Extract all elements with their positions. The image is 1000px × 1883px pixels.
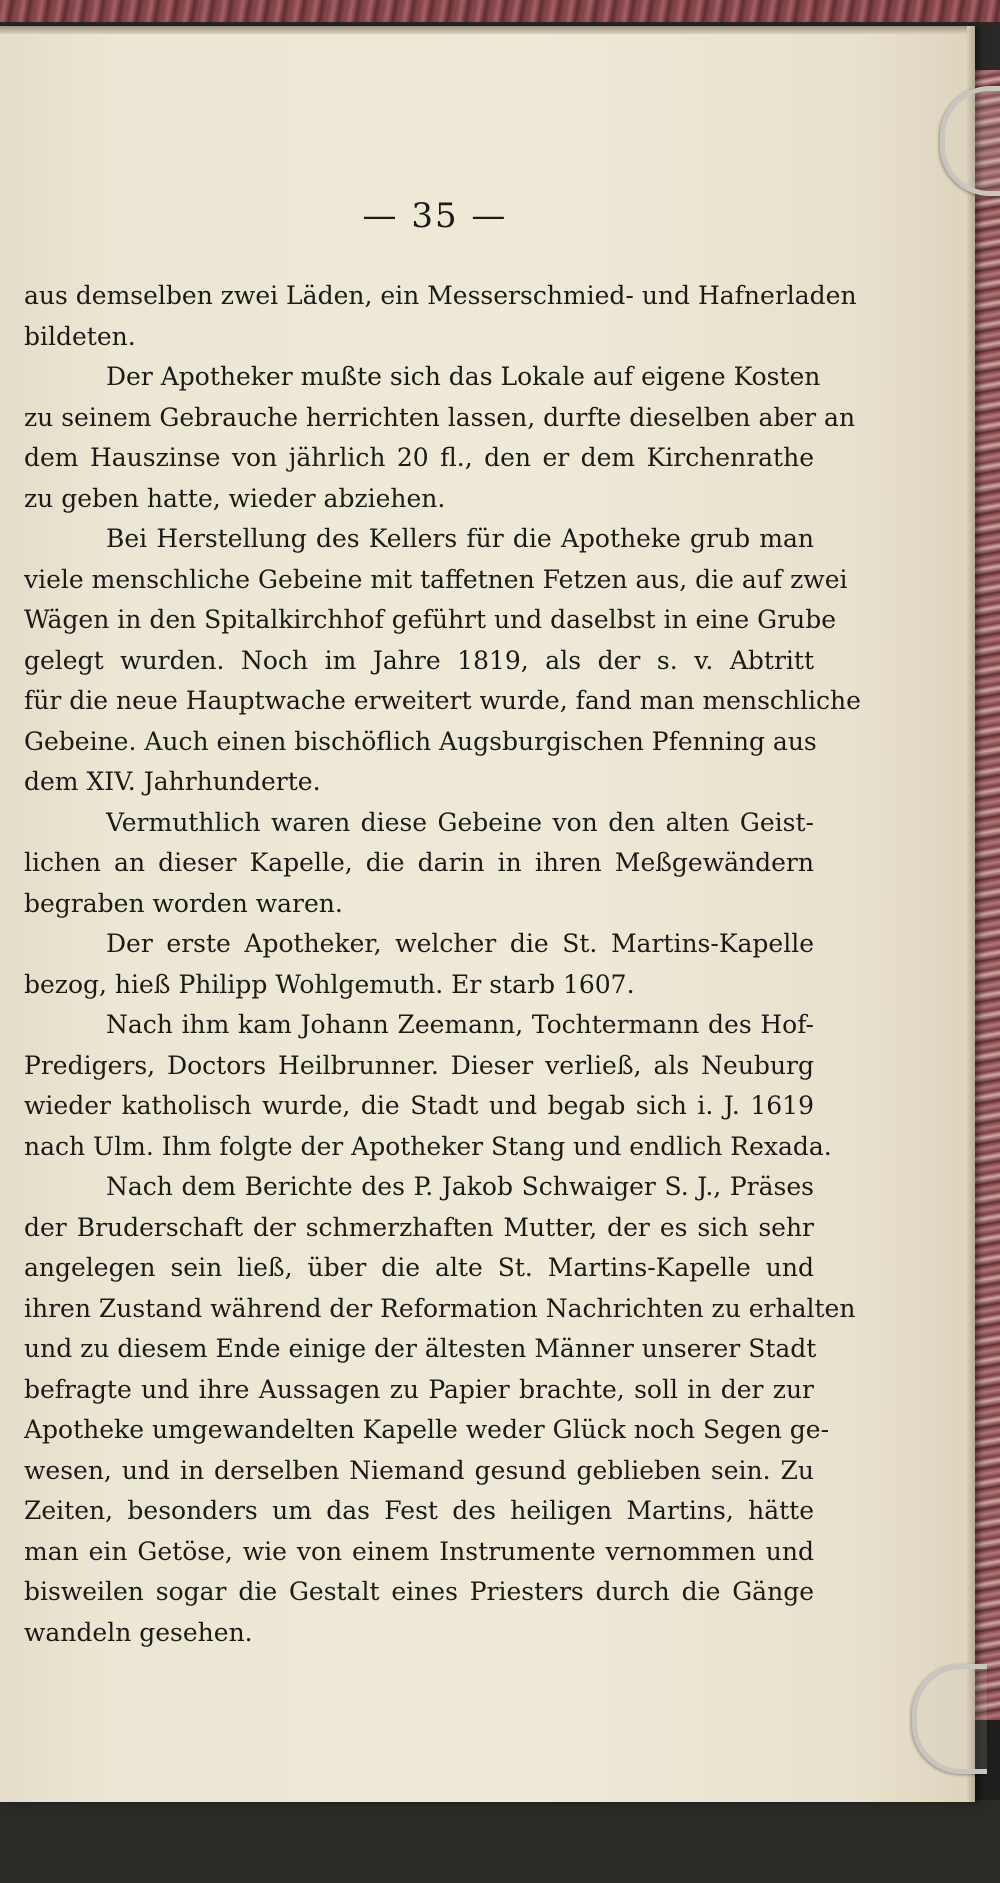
scan-background-bottom (0, 1800, 1000, 1883)
text-line: wieder katholisch wurde, die Stadt und begab sich i. J. 1619 (24, 1091, 814, 1120)
text-line: bildeten. (24, 321, 136, 351)
text-line: bezog, hieß Philipp Wohlgemuth. Er starb 1607. (24, 969, 635, 999)
text-line: bisweilen sogar die Gestalt eines Priesters durch die Gänge (24, 1577, 814, 1606)
text-line: nach Ulm. Ihm folgte der Apotheker Stang und endlich Rexada. (24, 1131, 832, 1161)
text-line: aus demselben zwei Läden, ein Messerschmied- und Hafnerladen (24, 281, 857, 310)
text-line: zu seinem Gebrauche herrichten lassen, durfte dieselben aber an (24, 402, 856, 432)
text-line: Wägen in den Spitalkirchhof geführt und daselbst in eine Grube (24, 605, 836, 634)
page-right-edge (967, 26, 975, 1802)
text-line: Nach dem Berichte des P. Jakob Schwaiger S. J., Präses (106, 1172, 814, 1201)
text-line: Predigers, Doctors Heilbrunner. Dieser verließ, als Neuburg (24, 1050, 814, 1080)
text-line: Vermuthlich waren diese Gebeine von den alten Geist- (106, 807, 814, 837)
text-line: Zeiten, besonders um das Fest des heiligen Martins, hätte (24, 1496, 814, 1525)
text-line: gelegt wurden. Noch im Jahre 1819, als der s. v. Abtritt (24, 645, 814, 675)
text-line: und zu diesem Ende einige der ältesten Männer unserer Stadt (24, 1334, 817, 1363)
text-line: ihren Zustand während der Reformation Nachrichten zu erhalten (24, 1293, 856, 1323)
page-number: — 35 — (362, 196, 508, 236)
body-text (24, 276, 861, 1653)
text-line: angelegen sein ließ, über die alte St. Martins-Kapelle und (24, 1253, 814, 1282)
text-line: der Bruderschaft der schmerzhaften Mutter, der es sich sehr (24, 1212, 814, 1242)
book-page (0, 26, 975, 1802)
text-line: man ein Getöse, wie von einem Instrumente vernommen und (24, 1536, 814, 1566)
text-line: Der Apotheker mußte sich das Lokale auf eigene Kosten (106, 362, 821, 391)
text-line: befragte und ihre Aussagen zu Papier brachte, soll in der zur (24, 1374, 814, 1404)
text-line: dem XIV. Jahrhunderte. (24, 767, 321, 796)
text-line: viele menschliche Gebeine mit taffetnen Fetzen aus, die auf zwei (24, 564, 848, 594)
text-line: wandeln gesehen. (24, 1617, 253, 1647)
text-line: begraben worden waren. (24, 888, 343, 918)
text-line: lichen an dieser Kapelle, die darin in ihren Meßgewändern (24, 848, 814, 877)
text-line: für die neue Hauptwache erweitert wurde, fand man menschliche (24, 686, 861, 715)
marbled-cover-top (0, 0, 1000, 22)
text-line: wesen, und in derselben Niemand gesund geblieben sein. Zu (24, 1455, 814, 1485)
text-line: Der erste Apotheker, welcher die St. Martins-Kapelle (106, 929, 814, 958)
text-line: Apotheke umgewandelten Kapelle weder Glück noch Segen ge- (24, 1415, 830, 1444)
text-line: Bei Herstellung des Kellers für die Apotheke grub man (106, 524, 814, 553)
page-top-edge (0, 26, 975, 34)
text-line: Gebeine. Auch einen bischöflich Augsburgischen Pfenning aus (24, 726, 817, 756)
text-line: dem Hauszinse von jährlich 20 fl., den er dem Kirchenrathe (24, 443, 814, 472)
text-line: Nach ihm kam Johann Zeemann, Tochtermann des Hof- (106, 1010, 814, 1039)
text-line: zu geben hatte, wieder abziehen. (24, 483, 446, 513)
